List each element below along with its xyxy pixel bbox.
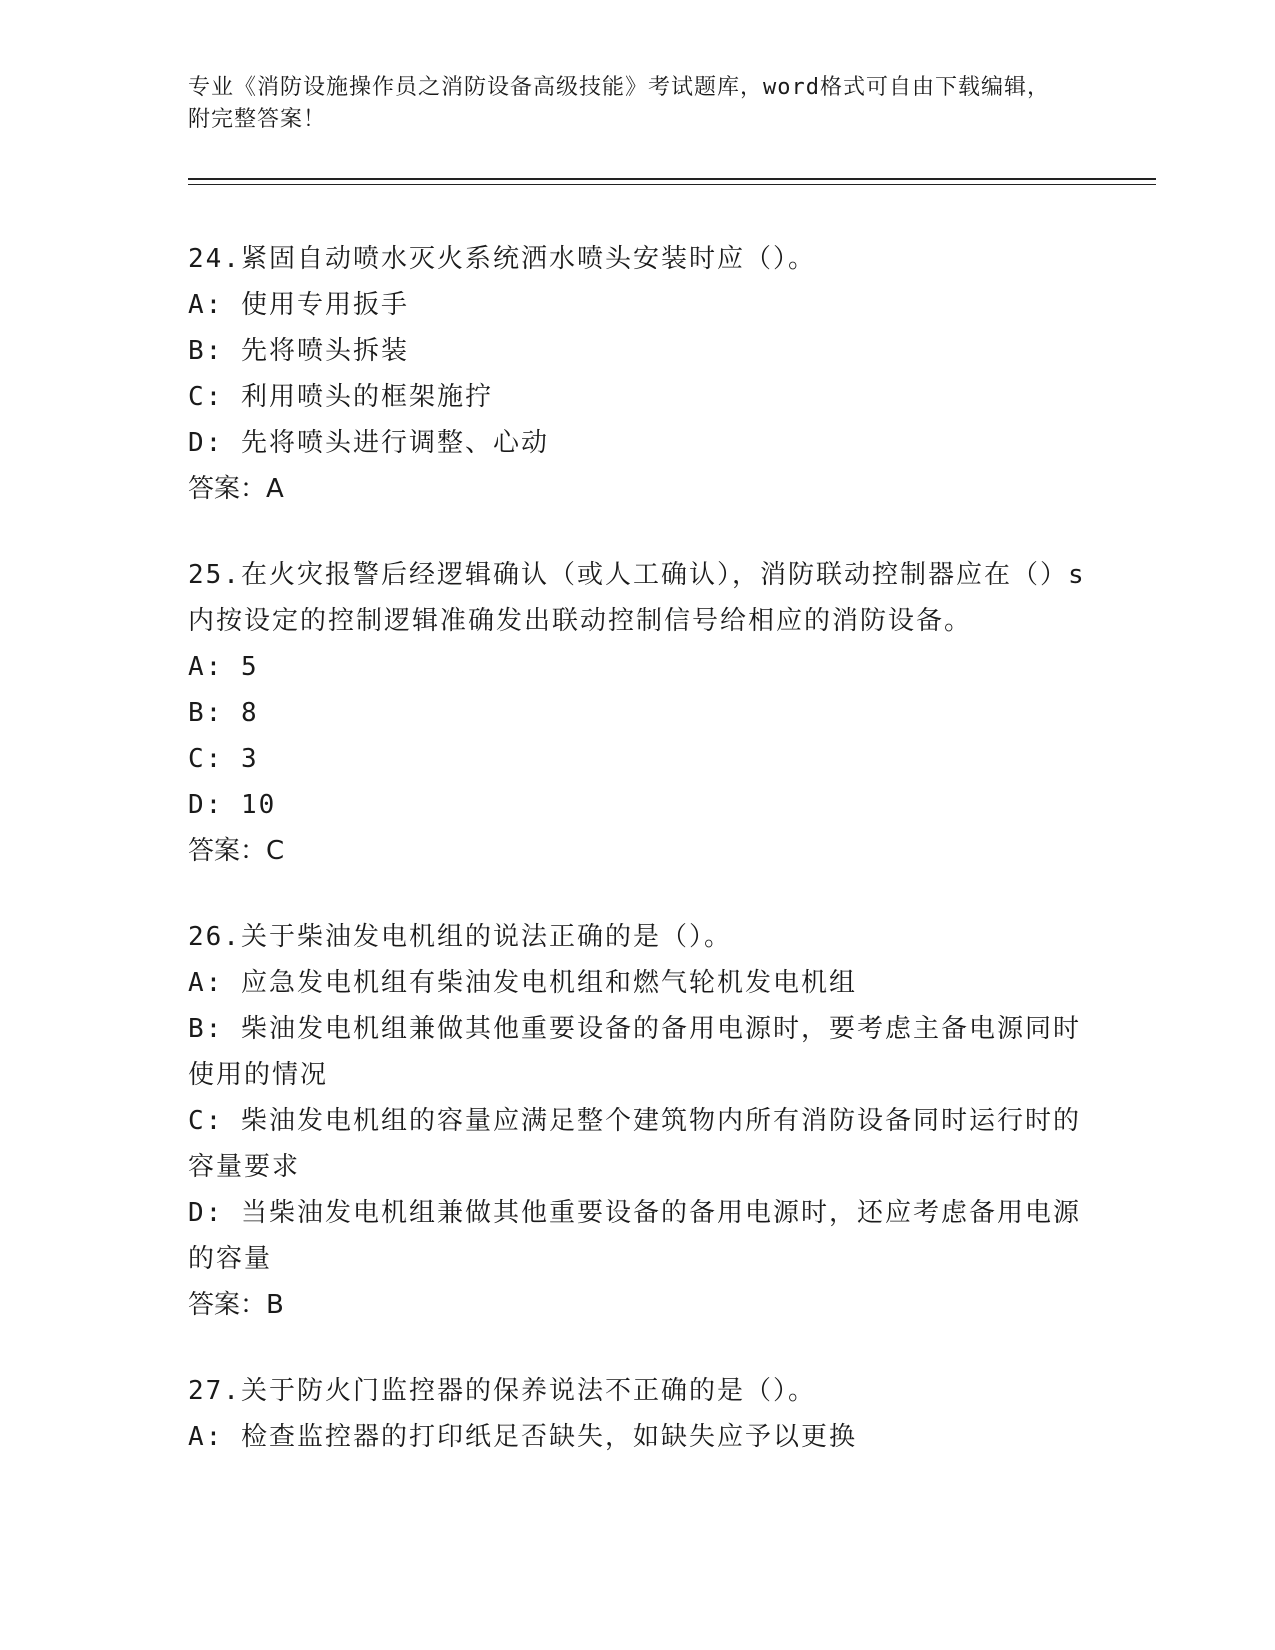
option-b: B: 8 <box>188 698 259 728</box>
option-d: D: 当柴油发电机组兼做其他重要设备的备用电源时，还应考虑备用电源的容量 <box>188 1198 1081 1274</box>
question-24 <box>188 236 1088 512</box>
option-d: D: 10 <box>188 790 277 820</box>
option-a: A: 应急发电机组有柴油发电机组和燃气轮机发电机组 <box>188 968 857 998</box>
answer: 答案：A <box>188 474 284 504</box>
option-b: B: 先将喷头拆装 <box>188 336 409 366</box>
option-a: A: 使用专用扳手 <box>188 290 409 320</box>
document-header: 专业《消防设施操作员之消防设备高级技能》考试题库，word格式可自由下载编辑，附完整答案！ <box>188 75 1050 132</box>
option-b: B: 柴油发电机组兼做其他重要设备的备用电源时，要考虑主备电源同时使用的情况 <box>188 1014 1081 1090</box>
question-26 <box>188 914 1088 1328</box>
question-stem: 25.在火灾报警后经逻辑确认（或人工确认），消防联动控制器应在（）s内按设定的控制逻辑准确发出联动控制信号给相应的消防设备。 <box>188 560 1086 636</box>
question-stem: 24.紧固自动喷水灭火系统洒水喷头安装时应（）。 <box>188 244 816 274</box>
question-list <box>188 236 1088 1500</box>
answer: 答案：C <box>188 836 285 866</box>
option-a: A: 5 <box>188 652 259 682</box>
option-c: C: 3 <box>188 744 259 774</box>
header-divider-thin <box>188 184 1156 185</box>
option-c: C: 柴油发电机组的容量应满足整个建筑物内所有消防设备同时运行时的容量要求 <box>188 1106 1081 1182</box>
option-a: A: 检查监控器的打印纸足否缺失，如缺失应予以更换 <box>188 1422 857 1452</box>
question-25 <box>188 552 1088 874</box>
question-stem: 26.关于柴油发电机组的说法正确的是（）。 <box>188 922 732 952</box>
question-27 <box>188 1368 1088 1460</box>
question-stem: 27.关于防火门监控器的保养说法不正确的是（）。 <box>188 1376 816 1406</box>
header-divider-thick <box>188 178 1156 180</box>
option-c: C: 利用喷头的框架施拧 <box>188 382 493 412</box>
option-d: D: 先将喷头进行调整、心动 <box>188 428 549 458</box>
answer: 答案：B <box>188 1290 284 1320</box>
